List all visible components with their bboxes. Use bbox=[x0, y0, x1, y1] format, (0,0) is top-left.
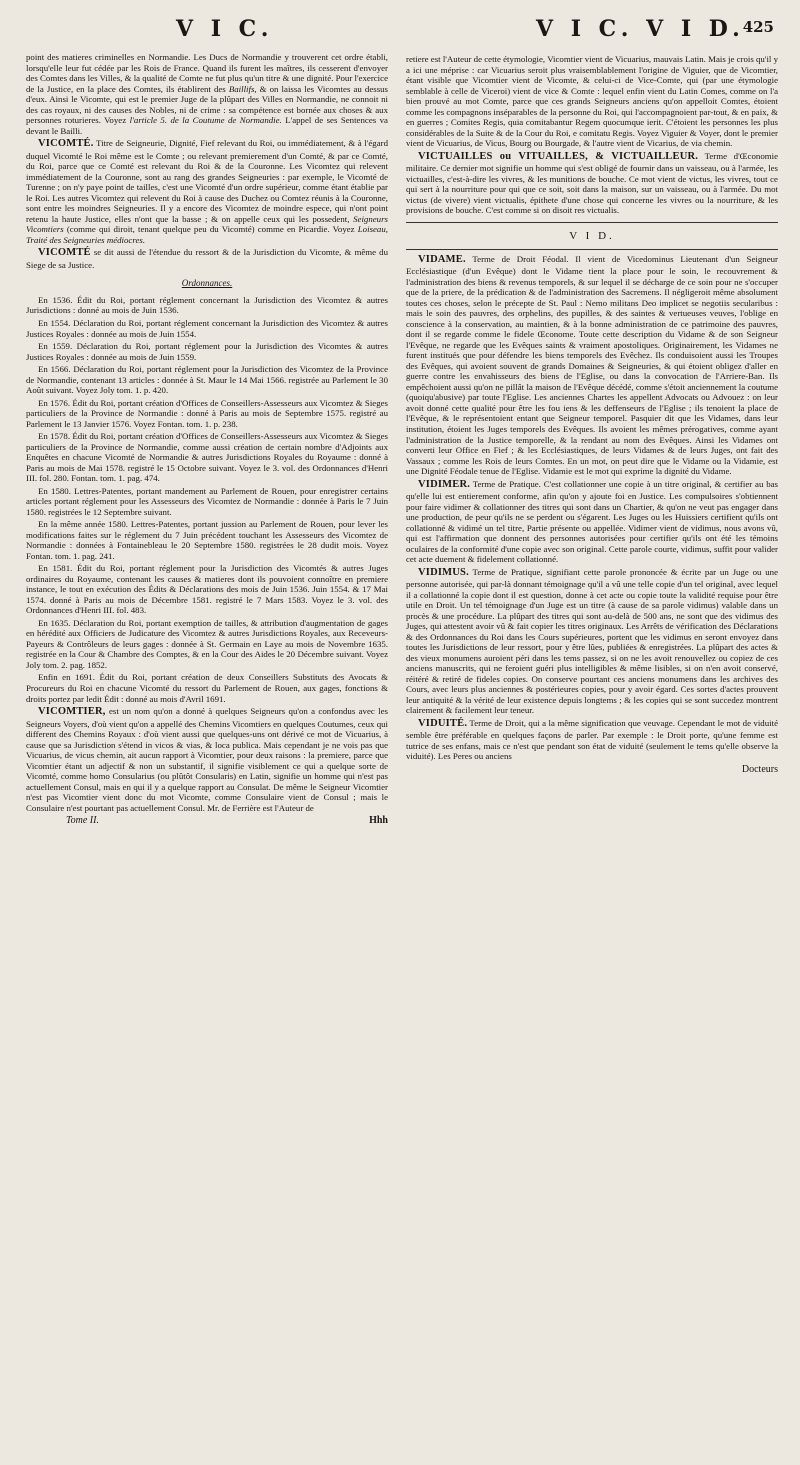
ordonnance-item: En 1554. Déclaration du Roi, portant réglement concernant la Jurisdiction des Vicomtez & autres Justices Royales : donnée au mois de Juin 1554. bbox=[26, 317, 388, 339]
entry-headword: VICOMTIER, bbox=[38, 706, 106, 718]
entry-headword: VIDIMER. bbox=[418, 478, 471, 490]
volume-label: Tome II. bbox=[66, 815, 99, 827]
entry-headword: VICOMTÉ. bbox=[38, 138, 94, 150]
entry-vidimus: VIDIMUS. Terme de Pratique, signifiant cette parole prononcée & écrite par un Juge ou une personne autorisée, qui par-là donnant témoignage qu'il a vû une telle copie d'un tel original, avec lequel il a collationné la copie dont il est question, donne à cet acte ou copie toute la validité requise pour être utile en Droit. Un tel témoignage d'un Juge est un titre (à cause de sa parole vidimus) valable dans un procès & une procédure. La plûpart des titres qui sont au-delà de 500 ans, ne sont que des vidimus des Juges, qui attestent avoir vû & fait copier les titres originaux. Les Arrêts de vérification des Déclarations & des Ordonnances du Roi dans les Cours supérieures, portent que les vidimus en seront envoyez dans toutes les Jurisdictions de leur ressort, pour y être lûes, publiées & enregistrées. La plûpart des actes & des vieux monumens auroient péri dans les tems passez, si on ne les avoit renouvellez ou copiez de ces anciens manuscrits, qui ne feroient guéri plus intelligibles & même lisibles, si on n'en avoit conservé, réitéré & retiré de fideles copies. On conserve pourtant ces anciens monumens dans les archives des Cours, avec leurs plus anciennes & postérieures copies, pour y avoir égard. Ces sortes d'actes prouvent leur antiquité & la vérité de leur existence depuis longtems ; & les copies qui se sont succedez montrent clairement & facilement leur teneur. bbox=[406, 566, 778, 716]
entry-vicomte: VICOMTÉ. Titre de Seigneurie, Dignité, Fief relevant du Roi, ou immédiatement, & à l'égard duquel Vicomté le Roi même est le Comte ; ou relevant premierement d'un Comté, & par ce Comté, du Roi, parce que ce Comté est relevant du Roi & de la Couronne. Les Vicomtez qui relevent immédiatement de la Couronne, sont au rang des grandes Seigneuries : par exemple, le Vicomté de Turenne ; on n'y paye point de tailles, c'est une Vicomté d'un ordre supérieur, comme étant établie par le Roi. Les autres Vicomtez qui relevent du Roi à cause des Duchez ou Comtez réunis à la Couronne, sont entre les moindres Seigneuries. Il y a encore des Vicomtez de moindre espece, qui n'ont point retenu la haute Justice, elles n'ont que la basse ; & on appelle ceux qui les possedent, Seigneurs Vicomtiers (comme qui diroit, tenant quelque peu du Vicomté) comme en Picardie. Voyez Loiseau, Traité des Seigneuries médiocres. bbox=[26, 138, 388, 245]
signature-mark: Hhh bbox=[369, 815, 388, 827]
entry-viduite: VIDUITÉ. Terme de Droit, qui a la même signification que veuvage. Cependant le mot de viduité semble être préférable en quelques façons de parler. Par exemple : le Droit porte, qu'une femme est tutrice de ses enfans, mais ce n'est que pendant son état de viduité (seulement le tems qu'elle observe la viduité). Les Peres ou anciens bbox=[406, 717, 778, 762]
ordonnances-heading: Ordonnances. bbox=[181, 278, 233, 289]
entry-vicomtier: VICOMTIER, est un nom qu'on a donné à quelques Seigneurs qu'on a confondus avec les Seigneurs Voyers, d'où vient qu'on a appellé des Chemins Vicomtiers en quelques Coutumes, ceux qui different des Chemins Royaux : d'où vient aussi que quelques-uns ont dérivé ce mot de Vicuarius, à cause que sa Jurisdiction s'étend in vicos & vias, & loca publica. Mais cependant je ne vois pas que Vicuarius, de vicus chemin, ait aucun rapport à Vicomtier, pour deux raisons : la premiere, parce que Vicomtier étant un adjectif & non un substantif, il signifie visiblement ce qui a quelque sorte de Vicomté, comme homo Consularius (ou plûtôt Consularis) en Latin, signifie un homme qui n'est pas actuellement Consul, mais en qui il y a quelque rapport au Consulat. De même le Seigneur Vicomtier n'est pas Vicomtier vient donc du mot Vicomte, comme Consulaire vient de Consul ; mais le Consulaire n'est pourtant pas actuellement Consul. Mr. de Ferrière est l'Auteur de bbox=[26, 706, 388, 813]
entry-vicomte-2: VICOMTÉ se dit aussi de l'étendue du ressort & de la Jurisdiction du Vicomte, & même du Siege de sa Justice. bbox=[26, 247, 388, 270]
left-running-head: V I C. bbox=[176, 16, 274, 42]
running-header bbox=[26, 12, 778, 52]
section-rule bbox=[406, 249, 778, 250]
entry-headword: VICTUAILLES ou VITUAILLES, & VICTUAILLEUR. bbox=[418, 150, 699, 162]
ordonnance-item: En 1635. Déclaration du Roi, portant exemption de tailles, & attribution d'augmentation de gages en hérédité aux Officiers de Judicature des Vicomtez & autres Jurisdictions Royales, aux Receveurs-Payeurs & Contrôleurs de leurs gages : donnée à St. Germain en Laye au mois de Novembre 1635. registrée en la Cour & Chambre des Comptes, & en la Cour des Aides le 20 Décembre suivant. Voyez Joly tom. 2. pag. 1852. bbox=[26, 617, 388, 670]
entry-headword: VIDUITÉ. bbox=[418, 717, 468, 729]
entry-vidimer: VIDIMER. Terme de Pratique. C'est collationner une copie à un titre original, & certifier au bas qu'elle lui est entierement conforme, afin qu'on y ajoute foi en Justice. Les compulsoires s'obtiennent pour faire vidimer & collationner des titres qui sont dans un Chartier, & qu'on ne veut pas engager dans une production, de peur qu'ils ne se perdent ou s'égarent. Les Juges ou les Huissiers certifient qu'ils ont collationné & vidimé un tel titre, Partie présente ou appellée. Vidimer vient de vidimus, nous avons vû, qui est l'affirmation que donnent des personnes autorisées pour certifier qu'ils ont été les témoins oculaires de la conformité d'une copie avec son original. Cette parole courte, vidimus, suffit pour valider cet acte duement & fidelement collationné. bbox=[406, 478, 778, 565]
catchword: Docteurs bbox=[741, 763, 778, 775]
catchword-row bbox=[406, 764, 778, 776]
left-column bbox=[26, 52, 388, 1452]
right-running-head: V I C. V I D. bbox=[536, 16, 745, 42]
ordonnance-item: En 1581. Édit du Roi, portant réglement pour la Jurisdiction des Vicomtés & autres Juges ordinaires du Royaume, contenant les causes & matieres dont ils pouvoient connoître en premiere instance, le tout en exécution des Édits & Déclarations des mois de Juin 1536. Juin 1554. & 17 Mai 1574. donné à Paris au mois de Décembre 1581. registré le 7 Mars 1583. Voyez le 3. vol. des Ordonnances d'Henri III. fol. 483. bbox=[26, 563, 388, 616]
right-column bbox=[406, 52, 778, 1454]
entry-headword: VIDAME. bbox=[418, 253, 466, 265]
entry-victuailles: VICTUAILLES ou VITUAILLES, & VICTUAILLEUR. Terme d'Œconomie militaire. Ce dernier mot signifie un homme qui s'est obligé de fournir dans un vaisseau, ou à l'armée, les victuailles, c'est-à-dire les vivres, & les munitions de bouche. Ce mot vient de victus, les vivres, tout ce qui sert à la nourriture pour qui que ce soit, soit dans la maison, sur un vaisseau, ou à l'armée. Du mot victus (de vivere) vient victualis, épithete d'une chose qui concerne les vivres ou la nourriture, & les provisions de bouche. C'est comme si on disoit res victualis. bbox=[406, 150, 778, 216]
ordonnance-item: En 1559. Déclaration du Roi, portant réglement pour la Jurisdiction des Vicomtes & autres Justices Royales : donnée au mois de Juin 1559. bbox=[26, 341, 388, 362]
entry-headword: VICOMTÉ bbox=[38, 247, 91, 259]
ordonnance-item: En la même année 1580. Lettres-Patentes, portant jussion au Parlement de Rouen, pour lever les modifications faites sur le réglement du 7 Juin précédent touchant les Assesseurs des Vicomtez de Normandie : données à Fontainebleau le 20 Septembre 1580. registrées le 28 dudit mois. Voyez Fontan. tom. 1. pag. 241. bbox=[26, 519, 388, 561]
paragraph-normandie: point des matieres criminelles en Normandie. Les Ducs de Normandie y trouverent cet ordre établi, lorsqu'elle leur fut cédée par les Rois de France. Quand ils furent les maîtres, ils cesserent d'envoyer des Comtes dans les Villes, & la qualité de Comte ne fut plus qu'un titre & une dignité. Pour l'exercice de la Justice, en la place des Comtes, ils établirent des Baillifs, & on laissa les Vicomtes au dessus d'eux. Ainsi le Vicomte, qui est le premier Juge de la plûpart des Villes en Normandie, ne connoit ni des cas royaux, ni des causes des Nobles, ni de crime : sa compétence est bornée aux choses & aux personnes roturieres. Voyez l'article 5. de la Coutume de Normandie. L'appel de ses Sentences va devant le Bailli. bbox=[26, 52, 388, 136]
entry-vidame: VIDAME. Terme de Droit Féodal. Il vient de Vicedominus Lieutenant d'un Seigneur Ecclésiastique (d'un Evêque) dont le Vidame tient la place pour le soin, le recouvrement & l'administration des biens & revenus temporels, & sur lequel il se décharge de ce soin pour ne s'occuper que de la priere, de la prédication & de l'administration des Sacremens. Il négligeroit même absolument toutes ces choses, selon le précepte de St. Paul : Nemo militans Deo implicet se negotiis secularibus : mais le soin des pauvres, des orphelins, des pupilles, & des saintes & vertueuses veuves, l'oblige en conscience à la conservation, au maintien, & à la bonne administration de ce patrimoine des pauvres, dont il se regarde comme le fidele Œconome. Toute cette description du Vidame & de son Seigneur l'Evêque, ne regarde que les Evêques saints & vraiment apostoliques. Originairement, les Vidames ne furent institués que pour défendre les biens temporels des Evêchez. Ils conduisoient aussi les Troupes des Evêques, qui avoient souvent de grands Domaines & Seigneuries, & qui étoient obligez d'aller en guerre contre les envahisseurs des biens de l'Eglise, ou dans la convocation de l'Arriere-Ban. Ils empêchoient aussi qu'on ne pillât la maison de l'Evêque décédé, comme s'étoit anciennement la coutume (quoiqu'abusive) par toute l'Eglise. Les anciennes Chartes les appellent Advocats ou Advouez : on leur avoit donné cette qualité pour être les fou iens & les deffenseurs de l'Eglise ; ils tenoient la place de l'Evêque, & le représentoient entant que Seigneur temporel. Pasquier dit que les Vidames, dans leur institution, étoient les Juges temporels des Evêques. Ils avoient les mêmes prérogatives, comme ayant l'administration de la Justice temporelle, & la rendant au nom des Evêques. Ainsi les Vidames ont converti leur Office en Fief ; & les Ecclésiastiques, de leurs Vidames & de leurs Juges, ont fait des Vassaux ; comme les Rois de leurs Comtes. En un mot, on peut dire que le Vidame ou la Vidamie, est une Dignité Féodale tenue de l'Eglise. Vidamie est le mot qui exprime la dignité du Vidame. bbox=[406, 253, 778, 477]
ordonnance-item: En 1576. Édit du Roi, portant création d'Offices de Conseillers-Assesseurs aux Vicomtez & Sieges particuliers de la Province de Normandie : donné à Paris au mois de Septembre 1575. registré au Parlement le 13 Janvier 1576. Voyez Fontan. tom. 1. p. 238. bbox=[26, 397, 388, 429]
section-heading-vid: V I D. bbox=[569, 229, 615, 242]
page-footer bbox=[26, 815, 388, 827]
ordonnance-item: En 1566. Déclaration du Roi, portant réglement pour la Jurisdiction des Vicomtez de la Province de Normandie, contenant 13 articles : donnée à St. Maur le 14 Mai 1566. registrée au Parlement le 30 Août suivant. Voyez Joly tom. 1. p. 420. bbox=[26, 364, 388, 396]
ordonnance-item: En 1536. Édit du Roi, portant réglement concernant la Jurisdiction des Vicomtez & autres Jurisdictions : donné au mois de Juin 1536. bbox=[26, 294, 388, 316]
ordonnance-item: Enfin en 1691. Édit du Roi, portant création de deux Conseillers Substituts des Avocats & Procureurs du Roi en chacune Vicomté du ressort du Parlement de Rouen, aux gages, fonctions & droits portez par ledit Édit : donné au mois d'Avril 1691. bbox=[26, 672, 388, 704]
page-number: 425 bbox=[742, 18, 774, 36]
ordonnance-item: En 1580. Lettres-Patentes, portant mandement au Parlement de Rouen, pour enregistrer certains articles portant réglement pour les Assesseurs des Vicomtez de Normandie : donnée à Paris le 7 Juin 1580. registrées le 12 Septembre suivant. bbox=[26, 485, 388, 517]
ordonnance-item: En 1578. Édit du Roi, portant création d'Offices de Conseillers-Assesseurs aux Vicomtez & Sieges particuliers de la Province de Normandie, comme aussi création de certain nombre d'Adjoints aux Enquêtes en chacune Vicomté de Normandie & autres Jurisdictions Royales du Royaume : donné à Paris au mois de Mai 1578. registré le 15 Octobre suivant. Voyez le 3. vol. des Ordonnances d'Henri III. fol. 280. Fontan. tom. 1. pag. 474. bbox=[26, 431, 388, 484]
text-columns bbox=[26, 52, 778, 1452]
paragraph-etymologie: retiere est l'Auteur de cette étymologie, Vicomtier vient de Vicuarius, mauvais Latin. Mais je crois qu'il y a ici une méprise : car Vicuarius seroit plus vraisemblablement l'origine de Viguier, que de Vicomtier, étant visible que Vicomtier vient de Vicomte, & celui-ci de Vice-Comte, qui (par une étymologie semblable à celle de Viceroi) vient de vice & Comte : lequel enfin vient du Latin Comes, comme on l'a bien prouvé au mot Comte, parce que ces grands Seigneurs anciens qu'on appelloit Comtes, étoient comme les compagnons inséparables de la personne du Roi, qui l'accompagnoient par-tout, & en paix, & en guerres ; Comites Regis, quia comitabantur Regem quocumque ierit. C'étoient les personnes les plus considérables de la Suite & de la Cour du Roi, e comitatu Regis. Voyez Viguier & Voyer, dont le premier vient de Vicuarius, de Vicus, Bourg ou Bourgade, & l'autre vient de Vicarius, de via chemin. bbox=[406, 54, 778, 149]
section-rule bbox=[406, 222, 778, 223]
entry-headword: VIDIMUS. bbox=[418, 566, 469, 578]
